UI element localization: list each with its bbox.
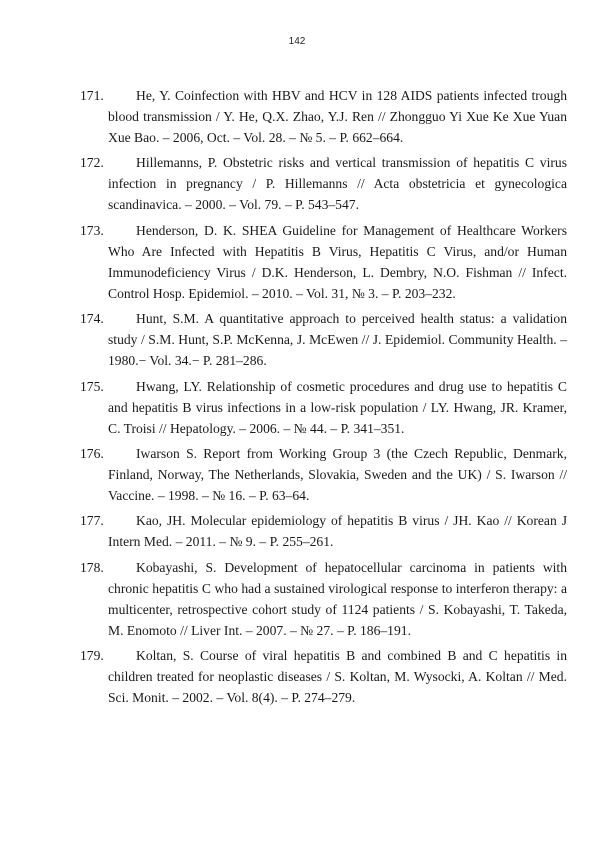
reference-text: Iwarson S. Report from Working Group 3 (the Czech Republic, Denmark, Finland, Norway, The Netherlands, Slovakia, Sweden and the UK) / S. Iwarson // Vaccine. – 1998. – № 16. – P. 63–64. (108, 445, 567, 503)
reference-text: Kobayashi, S. Development of hepatocellular carcinoma in patients with chronic hepatitis C who had a sustained virological response to interferon therapy: a multicenter, retrospective cohort study of 1124 patients / S. Kobayashi, T. Takeda, M. Enomoto // Liver Int. – 2007. – № 27. – P. 186–191. (108, 559, 567, 638)
reference-list (80, 85, 567, 713)
reference-number: 179. (80, 648, 104, 664)
page-number: 142 (288, 36, 306, 47)
reference-item (80, 443, 567, 506)
reference-number: 175. (80, 378, 104, 394)
reference-item (80, 152, 567, 215)
reference-text: Hwang, LY. Relationship of cosmetic procedures and drug use to hepatitis C and hepatitis B virus infections in a low-risk population / LY. Hwang, JR. Kramer, C. Troisi // Hepatology. – 2006. – № 44. – P. 341–351. (108, 378, 567, 436)
reference-number: 174. (80, 311, 104, 327)
reference-number: 172. (80, 155, 104, 171)
reference-item (80, 308, 567, 371)
reference-text: Koltan, S. Course of viral hepatitis B and combined B and C hepatitis in children treated for neoplastic diseases / S. Koltan, M. Wysocki, A. Koltan // Med. Sci. Monit. – 2002. – Vol. 8(4). – P. 274–279. (108, 648, 567, 706)
reference-item (80, 557, 567, 641)
reference-item (80, 85, 567, 148)
reference-text: Hunt, S.M. A quantitative approach to perceived health status: a validation study / S.M. Hunt, S.P. McKenna, J. McEwen // J. Epidemiol. Community Health. – 1980.− Vol. 34.− P. 281–286. (108, 311, 567, 369)
reference-item (80, 376, 567, 439)
reference-item (80, 645, 567, 708)
reference-item (80, 510, 567, 552)
reference-number: 173. (80, 222, 104, 238)
reference-text: Hillemanns, P. Obstetric risks and vertical transmission of hepatitis C virus infection in pregnancy / P. Hillemanns // Acta obstetricia et gynecologica scandinavica. – 2000. – Vol. 79. – P. 543–547. (108, 155, 567, 213)
reference-item (80, 220, 567, 304)
reference-number: 171. (80, 88, 104, 103)
reference-text: Kao, JH. Molecular epidemiology of hepatitis B virus / JH. Kao // Korean J Intern Med. – 2011. – № 9. – P. 255–261. (108, 513, 567, 550)
reference-text: He, Y. Coinfection with HBV and HCV in 128 AIDS patients infected trough blood transmission / Y. He, Q.X. Zhao, Y.J. Ren // Zhongguo Yi Xue Ke Xue Yuan Xue Bao. – 2006, Oct. – Vol. 28. – № 5. – P. 662–664. (108, 88, 567, 145)
reference-number: 176. (80, 445, 104, 461)
reference-number: 178. (80, 559, 104, 575)
reference-text: Henderson, D. K. SHEA Guideline for Management of Healthcare Workers Who Are Infected with Hepatitis B Virus, Hepatitis C Virus, and/or Human Immunodeficiency Virus / D.K. Henderson, L. Dembry, N.O. Fishman // Infect. Control Hosp. Epidemiol. – 2010. – Vol. 31, № 3. – P. 203–232. (108, 222, 567, 301)
reference-number: 177. (80, 513, 104, 529)
